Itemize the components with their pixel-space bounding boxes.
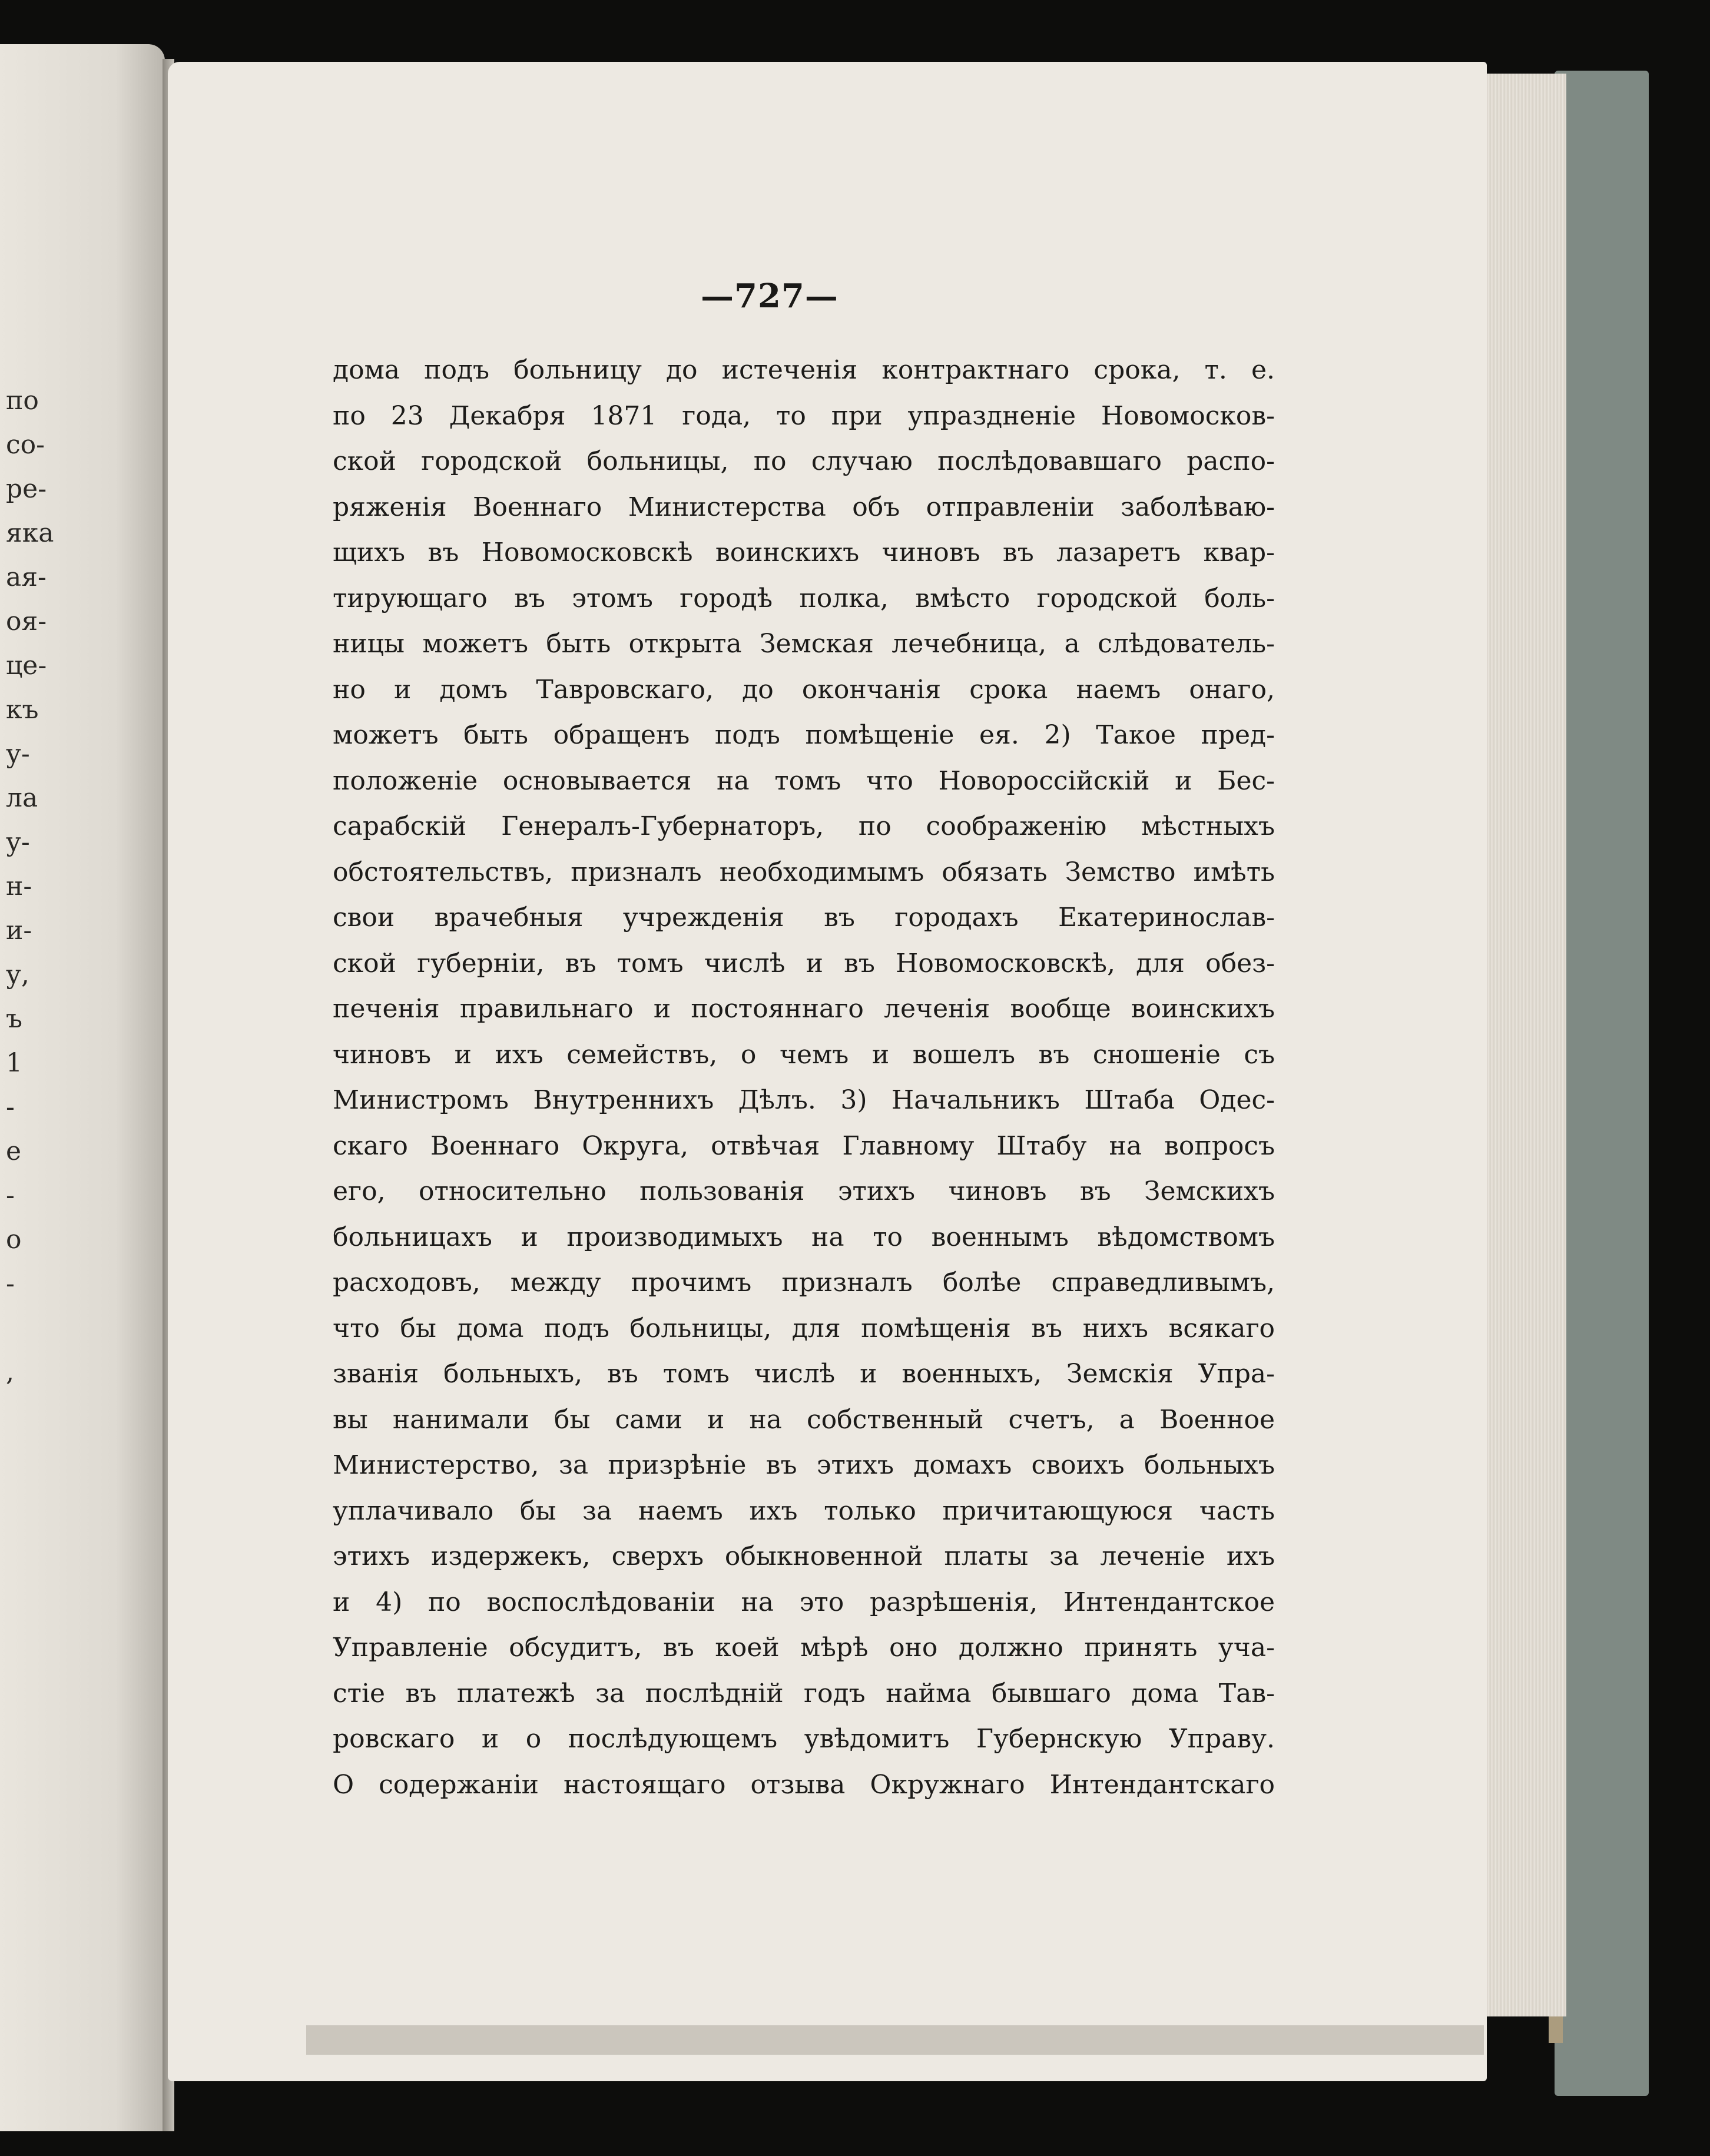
left-fragment: ла <box>6 783 38 813</box>
text-line: щихъ въ Новомосковскѣ воинскихъ чиновъ въ лазаретъ квар- <box>333 538 1275 568</box>
text-line: можетъ быть обращенъ подъ помѣщеніе ея. 2) Такое пред- <box>333 720 1275 750</box>
text-line: стіе въ платежѣ за послѣдній годъ найма бывшаго дома Тав- <box>333 1678 1275 1709</box>
text-line: что бы дома подъ больницы, для помѣщенія въ нихъ всякаго <box>333 1313 1275 1344</box>
page-block-edges <box>1478 74 1566 2016</box>
text-line: сарабскій Генералъ-Губернаторъ, по соображенію мѣстныхъ <box>333 811 1275 841</box>
left-fragment: ре- <box>6 474 47 504</box>
page-bottom-shadow <box>306 2025 1484 2055</box>
text-line: печенія правильнаго и постояннаго леченія вообще воинскихъ <box>333 994 1275 1024</box>
left-fragment: 1 <box>6 1048 22 1078</box>
text-line: Управленіе обсудитъ, въ коей мѣрѣ оно должно принять уча- <box>333 1633 1275 1663</box>
text-line: но и домъ Тавровскаго, до окончанія срока наемъ онаго, <box>333 674 1275 705</box>
left-fragment: е <box>6 1136 22 1166</box>
left-fragment: - <box>6 1092 15 1122</box>
left-fragment: - <box>6 1269 15 1299</box>
text-line: вы нанимали бы сами и на собственный счетъ, а Военное <box>333 1404 1275 1435</box>
left-fragment: у- <box>6 827 30 857</box>
text-line: его, относительно пользованія этихъ чиновъ въ Земскихъ <box>333 1176 1275 1206</box>
left-fragment: оя- <box>6 606 47 636</box>
left-fragment: - <box>6 1180 15 1210</box>
text-line: ровскаго и о послѣдующемъ увѣдомитъ Губернскую Управу. <box>333 1724 1275 1754</box>
left-fragment: и- <box>6 916 32 946</box>
text-line: Министерство, за призрѣніе въ этихъ домахъ своихъ больныхъ <box>333 1450 1275 1480</box>
text-line: расходовъ, между прочимъ призналъ болѣе справедливымъ, <box>333 1268 1275 1298</box>
left-fragment: со- <box>6 430 45 460</box>
text-line: ницы можетъ быть открыта Земская лечебница, а слѣдователь- <box>333 629 1275 659</box>
text-line: положеніе основывается на томъ что Новороссійскій и Бес- <box>333 765 1275 796</box>
text-line: званія больныхъ, въ томъ числѣ и военныхъ, Земскія Упра- <box>333 1359 1275 1389</box>
left-fragment: ая- <box>6 562 47 592</box>
text-line: ряженія Военнаго Министерства объ отправленіи заболѣваю- <box>333 492 1275 522</box>
page-number: —727— <box>701 277 839 316</box>
text-line: скаго Военнаго Округа, отвѣчая Главному Штабу на вопросъ <box>333 1130 1275 1161</box>
left-page <box>0 44 165 2131</box>
text-line: дома подъ больницу до истеченія контрактнаго срока, т. е. <box>333 355 1275 385</box>
text-line: обстоятельствъ, призналъ необходимымъ обязать Земство имѣть <box>333 857 1275 887</box>
text-line: О содержаніи настоящаго отзыва Окружнаго Интендантскаго <box>333 1769 1275 1800</box>
left-fragment: у- <box>6 739 30 769</box>
left-fragment: , <box>6 1357 14 1387</box>
text-line: свои врачебныя учрежденія въ городахъ Екатеринослав- <box>333 903 1275 933</box>
text-line: по 23 Декабря 1871 года, то при упраздненіе Новомосков- <box>333 400 1275 431</box>
text-line: ской городской больницы, по случаю послѣдовавшаго распо- <box>333 446 1275 476</box>
text-line: этихъ издержекъ, сверхъ обыкновенной платы за леченіе ихъ <box>333 1541 1275 1571</box>
page-body-text <box>333 347 1275 1807</box>
text-line: больницахъ и производимыхъ на то военнымъ вѣдомствомъ <box>333 1222 1275 1252</box>
text-line: Министромъ Внутреннихъ Дѣлъ. 3) Начальникъ Штаба Одес- <box>333 1085 1275 1115</box>
text-line: чиновъ и ихъ семействъ, о чемъ и вошелъ въ сношеніе съ <box>333 1039 1275 1070</box>
left-fragment: у, <box>6 960 29 990</box>
left-fragment: ъ <box>6 1004 22 1034</box>
left-fragment: о <box>6 1225 22 1255</box>
text-line: уплачивало бы за наемъ ихъ только причитающуюся часть <box>333 1495 1275 1526</box>
left-fragment: яка <box>6 518 54 548</box>
book-cover-board <box>1555 71 1649 2096</box>
text-line: ской губерніи, въ томъ числѣ и въ Новомосковскѣ, для обез- <box>333 948 1275 979</box>
left-fragment: н- <box>6 871 32 901</box>
left-fragment: къ <box>6 695 39 725</box>
left-fragment: по <box>6 386 39 416</box>
text-line: тирующаго въ этомъ городѣ полка, вмѣсто городской боль- <box>333 583 1275 613</box>
text-line: и 4) по воспослѣдованіи на это разрѣшенія, Интендантское <box>333 1587 1275 1617</box>
left-fragment: це- <box>6 651 47 681</box>
